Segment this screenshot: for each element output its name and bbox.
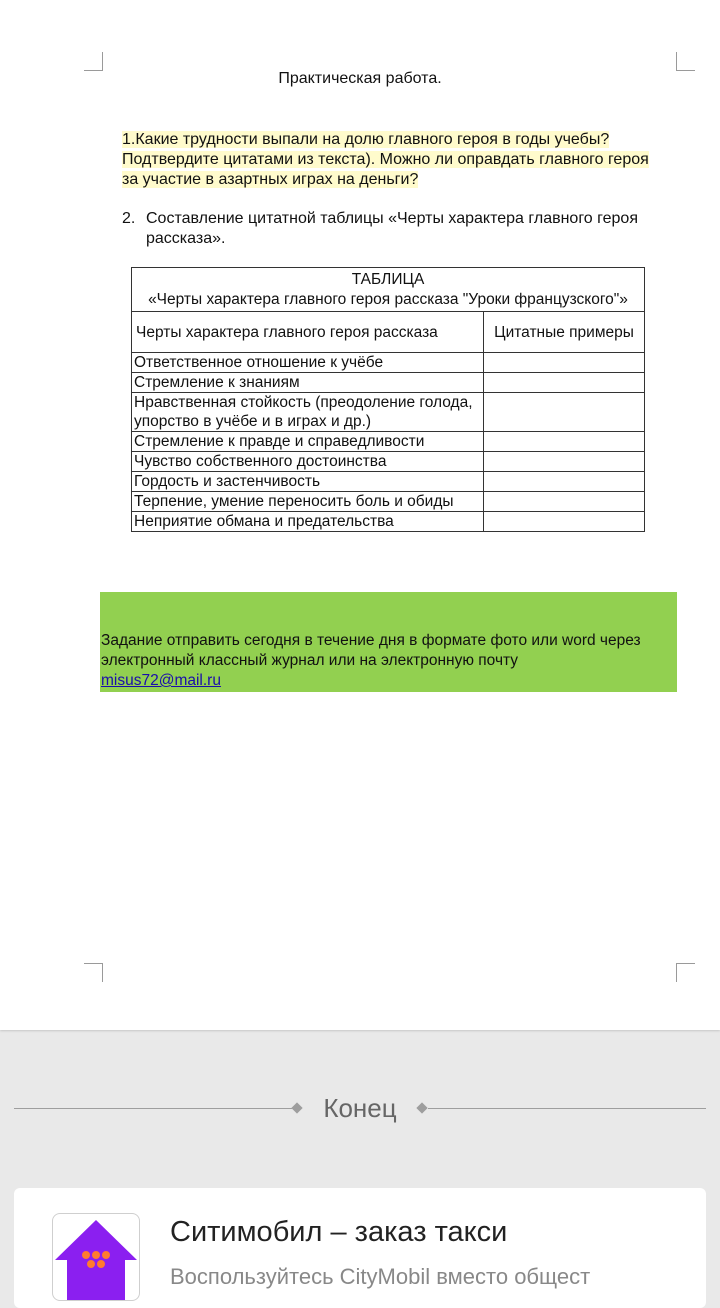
table-caption-title: ТАБЛИЦА — [351, 271, 425, 288]
traits-table — [131, 267, 645, 532]
document-title: Практическая работа. — [278, 70, 442, 87]
table-cell-trait: Стремление к знаниям — [132, 373, 484, 393]
end-label: Конец — [323, 1093, 397, 1123]
table-cell-quote — [484, 432, 645, 452]
table-cell-quote — [484, 512, 645, 532]
table-caption-subtitle: «Черты характера главного героя рассказа "Уроки французского"» — [148, 290, 628, 308]
question-2-number: 2. — [122, 210, 136, 227]
table-cell-quote — [484, 472, 645, 492]
table-cell-trait: Неприятие обмана и предательства — [132, 512, 484, 532]
table-row — [132, 492, 645, 512]
table-cell-trait: Чувство собственного достоинства — [132, 452, 484, 472]
table-cell-trait: Нравственная стойкость (преодоление голода, упорство в учёбе и в играх и др.) — [132, 393, 484, 432]
table-header-traits: Черты характера главного героя рассказа — [132, 312, 484, 353]
table-cell-trait: Ответственное отношение к учёбе — [132, 353, 484, 373]
table-row — [132, 373, 645, 393]
table-row — [132, 393, 645, 432]
table-cell-trait: Стремление к правде и справедливости — [132, 432, 484, 452]
table-cell-trait: Терпение, умение переносить боль и обиды — [132, 492, 484, 512]
assignment-text: Задание отправить сегодня в течение дня в формате фото или word через электронный классный журнал или на электронную почту — [101, 632, 641, 669]
table-row — [132, 432, 645, 452]
table-cell-trait: Гордость и застенчивость — [132, 472, 484, 492]
table-row — [132, 353, 645, 373]
end-divider-line — [14, 1108, 292, 1109]
assignment-notice — [100, 592, 677, 692]
ad-title[interactable]: Ситимобил – заказ такси — [170, 1216, 508, 1248]
question-1-text: 1.Какие трудности выпали на долю главного героя в годы учебы? Подтвердите цитатами из текста). Можно ли оправдать главного героя за участие в азартных играх на деньги? — [122, 131, 649, 188]
assignment-notice-text — [101, 631, 676, 691]
citymobil-logo-icon — [52, 1213, 140, 1301]
page-corner-marker — [84, 963, 103, 982]
end-divider-line — [428, 1108, 706, 1109]
table-row — [132, 512, 645, 532]
table-caption — [132, 268, 645, 312]
page-corner-marker — [676, 52, 695, 71]
table-cell-quote — [484, 353, 645, 373]
ad-card[interactable] — [14, 1188, 706, 1308]
email-link[interactable]: misus72@mail.ru — [101, 672, 221, 689]
table-row — [132, 452, 645, 472]
page-corner-marker — [84, 52, 103, 71]
house-taxi-icon — [53, 1214, 139, 1300]
table-cell-quote — [484, 393, 645, 432]
page-corner-marker — [676, 963, 695, 982]
question-2-text: Составление цитатной таблицы «Черты характера главного героя рассказа». — [146, 210, 638, 247]
table-cell-quote — [484, 373, 645, 393]
table-cell-quote — [484, 452, 645, 472]
table-row — [132, 472, 645, 492]
question-1 — [122, 130, 667, 190]
ad-subtitle: Воспользуйтесь CityMobil вместо общест — [170, 1264, 591, 1289]
table-header-quotes: Цитатные примеры — [484, 312, 645, 353]
table-cell-quote — [484, 492, 645, 512]
